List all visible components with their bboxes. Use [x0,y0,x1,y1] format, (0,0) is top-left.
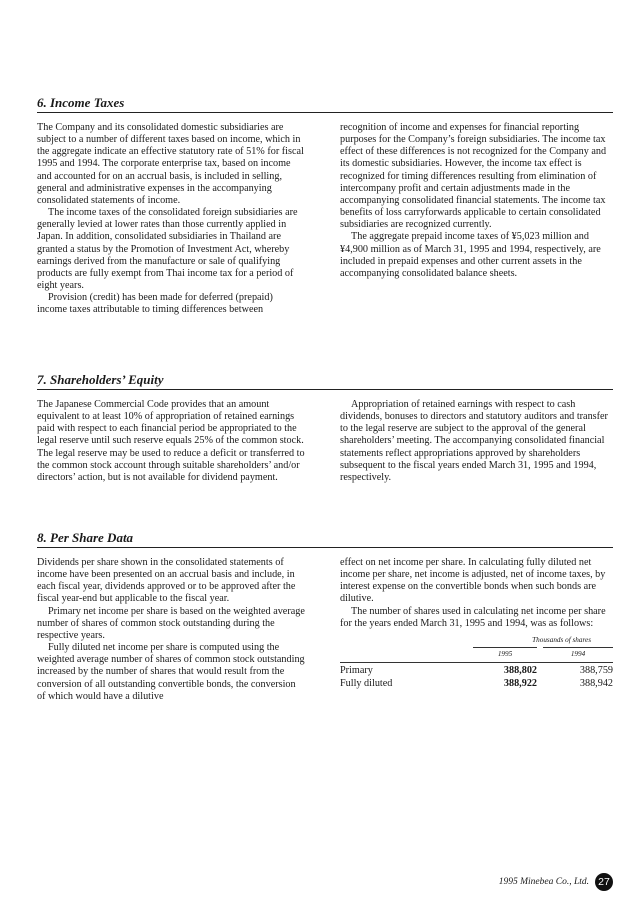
right-column [340,122,613,280]
section-title: 7. Shareholders’ Equity [37,372,613,390]
paragraph: The Company and its consolidated domestic subsidiaries are subject to a number of different taxes based on income, which in the aggregate indicate an effective statutory rate of 51% for fiscal 1995 and 1994. The corporate enterprise tax, based on income and accounted for on an accrual basis, is included in selling, general and administrative expenses in the accompanying consolidated statements of income. [37,122,304,206]
left-column [37,122,305,317]
paragraph: The Japanese Commercial Code provides that an amount equivalent to at least 10% of appropriation of retained earnings paid with respect to each financial period be appropriated to the legal reserve until such reserve equals 25% of the common stock. The legal reserve may be used to reduce a deficit or transferred to the common stock account through suitable shareholders’ and/or directors’ action, but is not available for dividend payment. [37,399,305,483]
value-1994: 388,942 [579,677,613,689]
paragraph: The income taxes of the consolidated foreign subsidiaries are generally levied at lower rates than those currently applied in Japan. In addition, consolidated subsidiaries in Thailand are granted a status by the Promotion of Investment Act, whereby earnings derived from the manufacture or sale of qualifying products are fully exempt from Thai income tax for a period of eight years. [37,207,298,292]
value-1994: 388,759 [579,664,613,676]
section-income-taxes [37,95,613,316]
paragraph: Provision (credit) has been made for deferred (prepaid) income taxes attributable to timing differences between [37,292,273,316]
section-shareholders-equity [37,372,613,483]
paragraph: Primary net income per share is based on the weighted average number of shares of common stock outstanding during the respective years. [37,605,305,641]
value-1995: 388,922 [503,677,537,689]
page-footer [499,873,613,891]
paragraph: Dividends per share shown in the consolidated statements of income have been presented on an accrual basis and include, in each fiscal year, dividends approved or to be approved after the fiscal year-end but applicable to the fiscal year. [37,557,296,605]
page-number-badge: 27 [595,873,613,891]
section-per-share-data [37,530,613,702]
row-label: Fully diluted [340,677,393,689]
row-label: Primary [340,664,373,676]
paragraph: Fully diluted net income per share is computed using the weighted average number of shares of common stock outstanding increased by the number of shares that would result from the conversion of all outstanding convertible bonds, the conversion of which would have a dilutive [37,642,305,702]
left-column [37,557,305,703]
table-row [340,662,613,677]
footer-credit: 1995 Minebea Co., Ltd. [498,877,589,887]
table-header [340,647,613,659]
section-title: 6. Income Taxes [37,95,613,113]
table-row [340,677,613,690]
table-unit-label: Thousands of shares [532,635,591,644]
section-title: 8. Per Share Data [37,530,613,548]
paragraph: Appropriation of retained earnings with respect to cash dividends, bonuses to directors and statutory auditors and transfer to the legal reserve are subject to the approval of the general shareholders’ meeting. The accompanying consolidated financial statements reflect appropriations approved by shareholders subsequent to the fiscal years ended March 31, 1995 and 1994, respectively. [340,399,608,483]
paragraph: The number of shares used in calculating net income per share for the years ended March 31, 1995 and 1994, was as follows: [340,605,606,629]
paragraph: recognition of income and expenses for financial reporting purposes for the Company’s foreign subsidiaries. The income tax effect of these differences is not recognized for the Company and its domestic subsidiaries. However, the income tax effect is recognized for timing differences resulting from elimination of intercompany profit and certain adjustments made in the accompanying consolidated financial statements. The income tax benefits of loss carryforwards applicable to certain consolidated subsidiaries are recognized currently. [340,122,607,231]
right-column [340,399,613,484]
left-column [37,399,305,484]
shares-table [340,636,613,690]
paragraph: The aggregate prepaid income taxes of ¥5,023 million and ¥4,900 million as of March 31, 1995 and 1994, respectively, are included in prepaid expenses and other current assets in the accompanying consolidated balance sheets. [340,231,601,279]
paragraph: effect on net income per share. In calculating fully diluted net income per share, net income is adjusted, net of income taxes, by interest expense on the convertible bonds when such bonds are dilutive. [340,557,606,605]
year-header-1995: 1995 [473,647,537,659]
right-column [340,557,613,690]
value-1995: 388,802 [503,664,537,676]
year-header-1994: 1994 [543,647,613,659]
